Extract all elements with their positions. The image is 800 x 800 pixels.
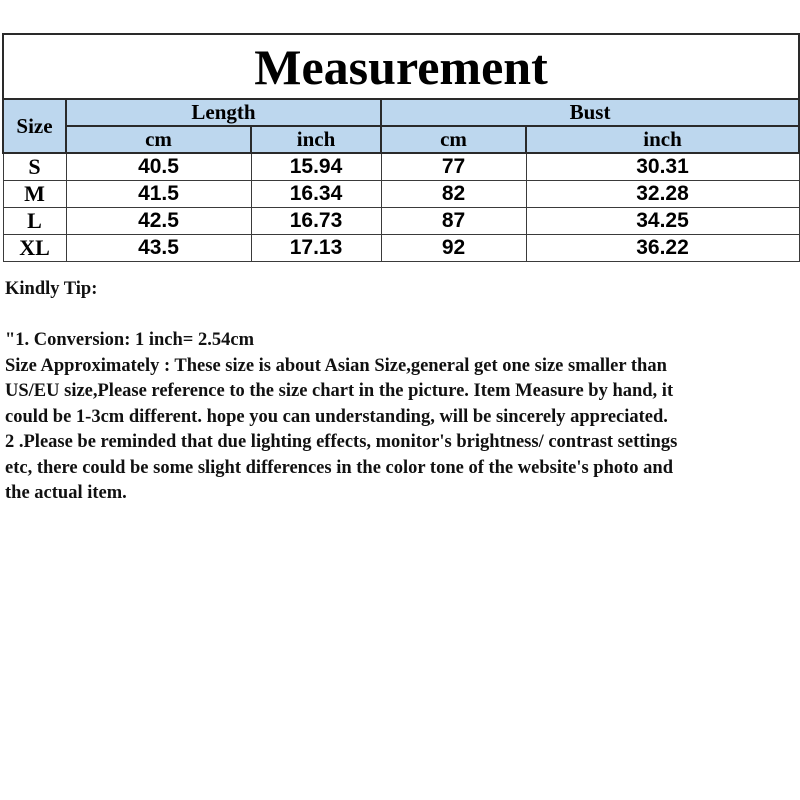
unit-header-row xyxy=(3,126,799,153)
bust-inch-header: inch xyxy=(526,126,799,153)
tip-line: the actual item. xyxy=(5,483,127,503)
group-header-row xyxy=(3,99,799,126)
length-inch-cell: 15.94 xyxy=(251,153,381,181)
tip-line: etc, there could be some slight differences in the color tone of the website's photo and xyxy=(5,457,673,478)
length-cm-cell: 42.5 xyxy=(66,208,251,235)
table-row xyxy=(3,181,799,208)
kindly-tip-section xyxy=(5,277,795,507)
spacer xyxy=(5,303,795,329)
length-cm-cell: 41.5 xyxy=(66,181,251,208)
length-inch-cell: 17.13 xyxy=(251,235,381,262)
size-column-header: Size xyxy=(3,99,66,153)
table-row xyxy=(3,153,799,181)
title-row xyxy=(3,34,799,99)
bust-cm-cell: 82 xyxy=(381,181,526,208)
size-chart-table xyxy=(2,33,800,262)
bust-inch-cell: 34.25 xyxy=(526,208,799,235)
length-cm-header: cm xyxy=(66,126,251,153)
size-cell: XL xyxy=(3,235,66,262)
table-row xyxy=(3,208,799,235)
bust-cm-cell: 87 xyxy=(381,208,526,235)
bust-cm-cell: 92 xyxy=(381,235,526,262)
bust-group-header: Bust xyxy=(381,99,799,126)
length-inch-cell: 16.34 xyxy=(251,181,381,208)
size-cell: L xyxy=(3,208,66,235)
size-cell: M xyxy=(3,181,66,208)
tip-heading: Kindly Tip: xyxy=(5,279,98,299)
bust-cm-cell: 77 xyxy=(381,153,526,181)
tip-line: "1. Conversion: 1 inch= 2.54cm xyxy=(5,330,254,350)
length-group-header: Length xyxy=(66,99,381,126)
bust-inch-cell: 32.28 xyxy=(526,181,799,208)
bust-inch-cell: 36.22 xyxy=(526,235,799,262)
bust-cm-header: cm xyxy=(381,126,526,153)
length-inch-cell: 16.73 xyxy=(251,208,381,235)
length-inch-header: inch xyxy=(251,126,381,153)
size-cell: S xyxy=(3,153,66,181)
tip-line: could be 1-3cm different. hope you can understanding, will be sincerely appreciated. xyxy=(5,406,668,427)
tip-line: US/EU size,Please reference to the size chart in the picture. Item Measure by hand, it xyxy=(5,381,674,401)
table-row xyxy=(3,235,799,262)
length-cm-cell: 40.5 xyxy=(66,153,251,181)
table-title: Measurement xyxy=(3,34,799,99)
length-cm-cell: 43.5 xyxy=(66,235,251,262)
tip-line: Size Approximately : These size is about Asian Size,general get one size smaller than xyxy=(5,355,667,376)
tip-line: 2 .Please be reminded that due lighting effects, monitor's brightness/ contrast settings xyxy=(5,432,678,452)
bust-inch-cell: 30.31 xyxy=(526,153,799,181)
